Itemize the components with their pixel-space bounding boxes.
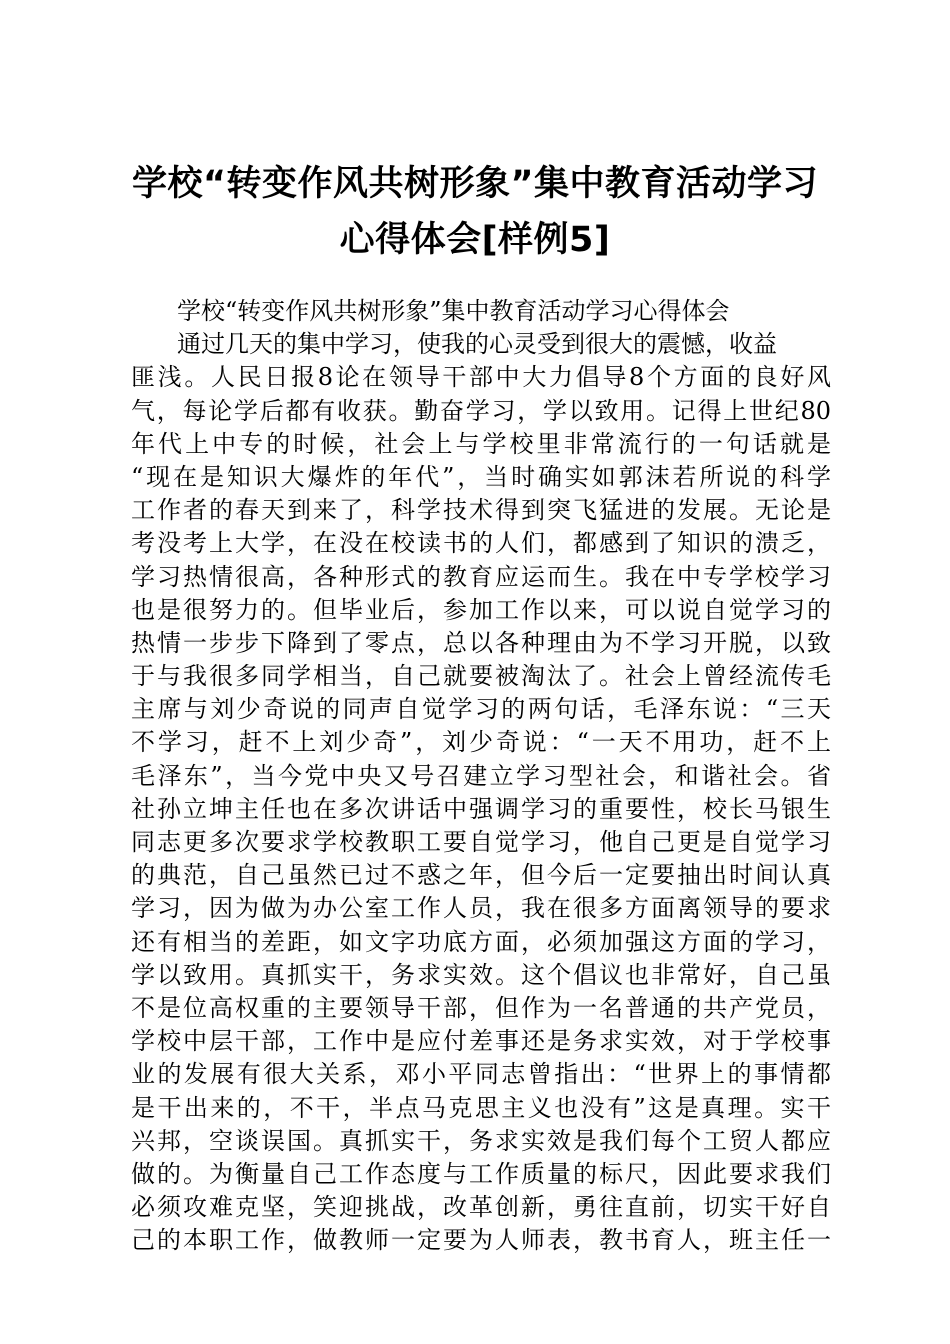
paragraph-line: 年代上中专的时候，社会上与学校里非常流行的一句话就是 xyxy=(131,429,831,458)
paragraph-line: 同志更多次要求学校教职工要自觉学习，他自己更是自觉学习 xyxy=(131,828,831,856)
paragraph-line: 己的本职工作，做教师一定要为人师表，教书育人，班主任一 xyxy=(131,1226,831,1255)
paragraph-line: 学校中层干部，工作中是应付差事还是务求实效，对于学校事 xyxy=(131,1027,831,1056)
paragraph-line: 匪浅。人民日报8论在领导干部中大力倡导8个方面的良好风 xyxy=(131,363,831,392)
paragraph-line: 不学习，赶不上刘少奇”，刘少奇说：“一天不用功，赶不上 xyxy=(131,728,831,757)
document-subtitle: 学校“转变作风共树形象”集中教育活动学习心得体会 xyxy=(177,297,730,325)
document-body xyxy=(131,295,831,1257)
document-title-line-2: 心得体会[样例5] xyxy=(339,220,611,260)
paragraph-line: 做的。为衡量自己工作态度与工作质量的标尺，因此要求我们 xyxy=(131,1159,831,1188)
paragraph-line: 不是位高权重的主要领导干部，但作为一名普通的共产党员， xyxy=(131,993,831,1022)
paragraph-line: 热情一步步下降到了零点，总以各种理由为不学习开脱，以致 xyxy=(131,628,831,657)
paragraph-line: 兴邦，空谈误国。真抓实干，务求实效是我们每个工贸人都应 xyxy=(131,1126,831,1155)
paragraph-line: 社孙立坤主任也在多次讲话中强调学习的重要性，校长马银生 xyxy=(131,794,831,823)
paragraph-line: 是干出来的，不干，半点马克思主义也没有”这是真理。实干 xyxy=(131,1093,831,1122)
paragraph-line: 主席与刘少奇说的同声自觉学习的两句话，毛泽东说：“三天 xyxy=(131,695,831,724)
paragraph-line: 毛泽东”，当今党中央又号召建立学习型社会，和谐社会。省 xyxy=(131,761,831,790)
paragraph-line: 通过几天的集中学习，使我的心灵受到很大的震憾，收益 xyxy=(177,330,777,359)
paragraph-line: 学习，因为做为办公室工作人员，我在很多方面离领导的要求 xyxy=(131,894,831,923)
paragraph-line: 还有相当的差距，如文字功底方面，必须加强这方面的学习， xyxy=(131,927,831,956)
document-title-line-1: 学校“转变作风共树形象”集中教育活动学习 xyxy=(131,164,818,204)
paragraph-line: 学习热情很高，各种形式的教育应运而生。我在中专学校学习 xyxy=(131,562,831,591)
paragraph-line: 气，每论学后都有收获。勤奋学习，学以致用。记得上世纪80 xyxy=(131,396,831,425)
paragraph-line: 考没考上大学，在没在校读书的人们，都感到了知识的溃乏， xyxy=(131,529,831,558)
paragraph-line: 工作者的春天到来了，科学技术得到突飞猛进的发展。无论是 xyxy=(131,496,831,525)
paragraph-line: 学以致用。真抓实干，务求实效。这个倡议也非常好，自己虽 xyxy=(131,960,831,989)
paragraph-line: 的典范，自己虽然已过不惑之年，但今后一定要抽出时间认真 xyxy=(131,861,831,890)
paragraph-line: 业的发展有很大关系，邓小平同志曾指出：“世界上的事情都 xyxy=(131,1060,831,1089)
paragraph-line: 于与我很多同学相当，自己就要被淘汰了。社会上曾经流传毛 xyxy=(131,662,831,691)
paragraph-line: 必须攻难克坚，笑迎挑战，改革创新，勇往直前，切实干好自 xyxy=(131,1193,831,1222)
paragraph-line: “现在是知识大爆炸的年代”，当时确实如郭沫若所说的科学 xyxy=(131,462,831,491)
paragraph-line: 也是很努力的。但毕业后，参加工作以来，可以说自觉学习的 xyxy=(131,595,831,624)
